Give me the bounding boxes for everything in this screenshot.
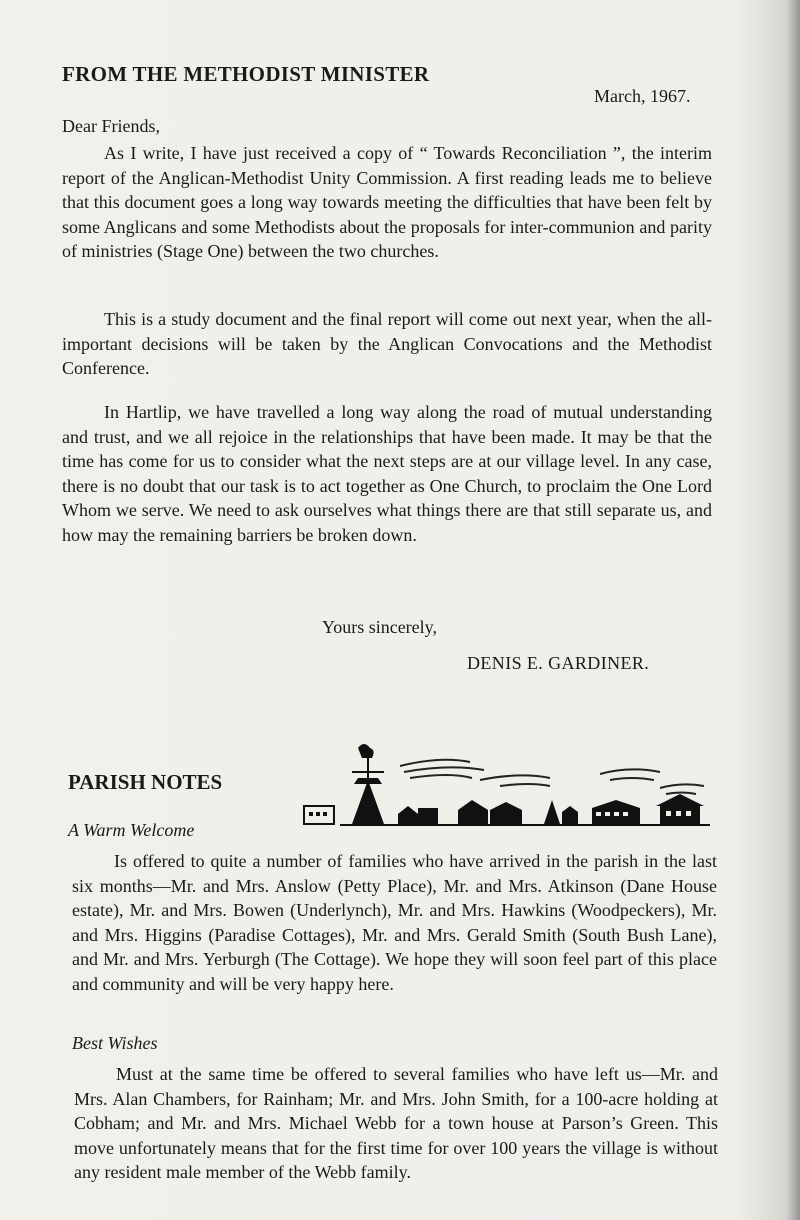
section-title-best-wishes: Best Wishes <box>72 1033 158 1053</box>
salutation: Dear Friends, <box>62 116 160 136</box>
letter-paragraph-2: This is a study document and the final report will come out next year, when the all-important decisions will be taken by the Anglican Convocations and the Methodist Conference. <box>62 309 712 378</box>
section-text-welcome: Is offered to quite a number of families who have arrived in the parish in the last six months—Mr. and Mrs. Anslow (Petty Place), Mr. and Mrs. Atkinson (Dane House estate), Mr. and Mrs. Bowen (Underlynch), Mr. and Mrs. Hawkins (Woodpeckers), Mr. and Mrs. Higgins (Paradise Cottages), Mr. and Mrs. Gerald Smith (South Bush Lane), and Mr. and Mrs. Yerburgh (The Cottage). We hope they will soon feel part of this place and community and will be very happy here. <box>72 851 717 994</box>
letter-paragraph-3: In Hartlip, we have travelled a long way along the road of mutual understanding and trust, and we all rejoice in the relationships that have been made. It may be that the time has come for us to consider what the next steps are at our village level. In any case, there is no doubt that our task is to act together as One Church, to proclaim the One Lord Whom we serve. We need to ask ourselves what things there are that still separate us, and how may the remaining barriers be broken down. <box>62 402 712 545</box>
page-edge-shadow <box>786 0 800 1220</box>
letter-paragraph-1: As I write, I have just received a copy of “ Towards Reconciliation ”, the interim report of the Anglican-Methodist Unity Commission. A first reading leads me to believe that this document goes a long way towards meeting the difficulties that have been felt by some Anglicans and some Methodists about the proposals for inter-communion and parity of ministries (Stage One) between the two churches. <box>62 143 712 261</box>
parish-notes-heading: PARISH NOTES <box>68 770 223 794</box>
letter-date: March, 1967. <box>594 86 691 106</box>
letter-signature: DENIS E. GARDINER. <box>467 653 650 673</box>
methodist-heading: FROM THE METHODIST MINISTER <box>62 62 430 86</box>
section-title-welcome: A Warm Welcome <box>68 820 195 840</box>
section-text-best-wishes: Must at the same time be offered to several families who have left us—Mr. and Mrs. Alan Chambers, for Rainham; Mr. and Mrs. John Smith, for a 100-acre holding at Cobham; and Mr. and Mrs. Michael Webb for a town house at Parson’s Green. This move unfortunately means that for the first time for over 100 years the village is without any resident male member of the Webb family. <box>74 1064 718 1182</box>
village-skyline-icon <box>300 740 720 828</box>
letter-closing: Yours sincerely, <box>322 617 437 637</box>
